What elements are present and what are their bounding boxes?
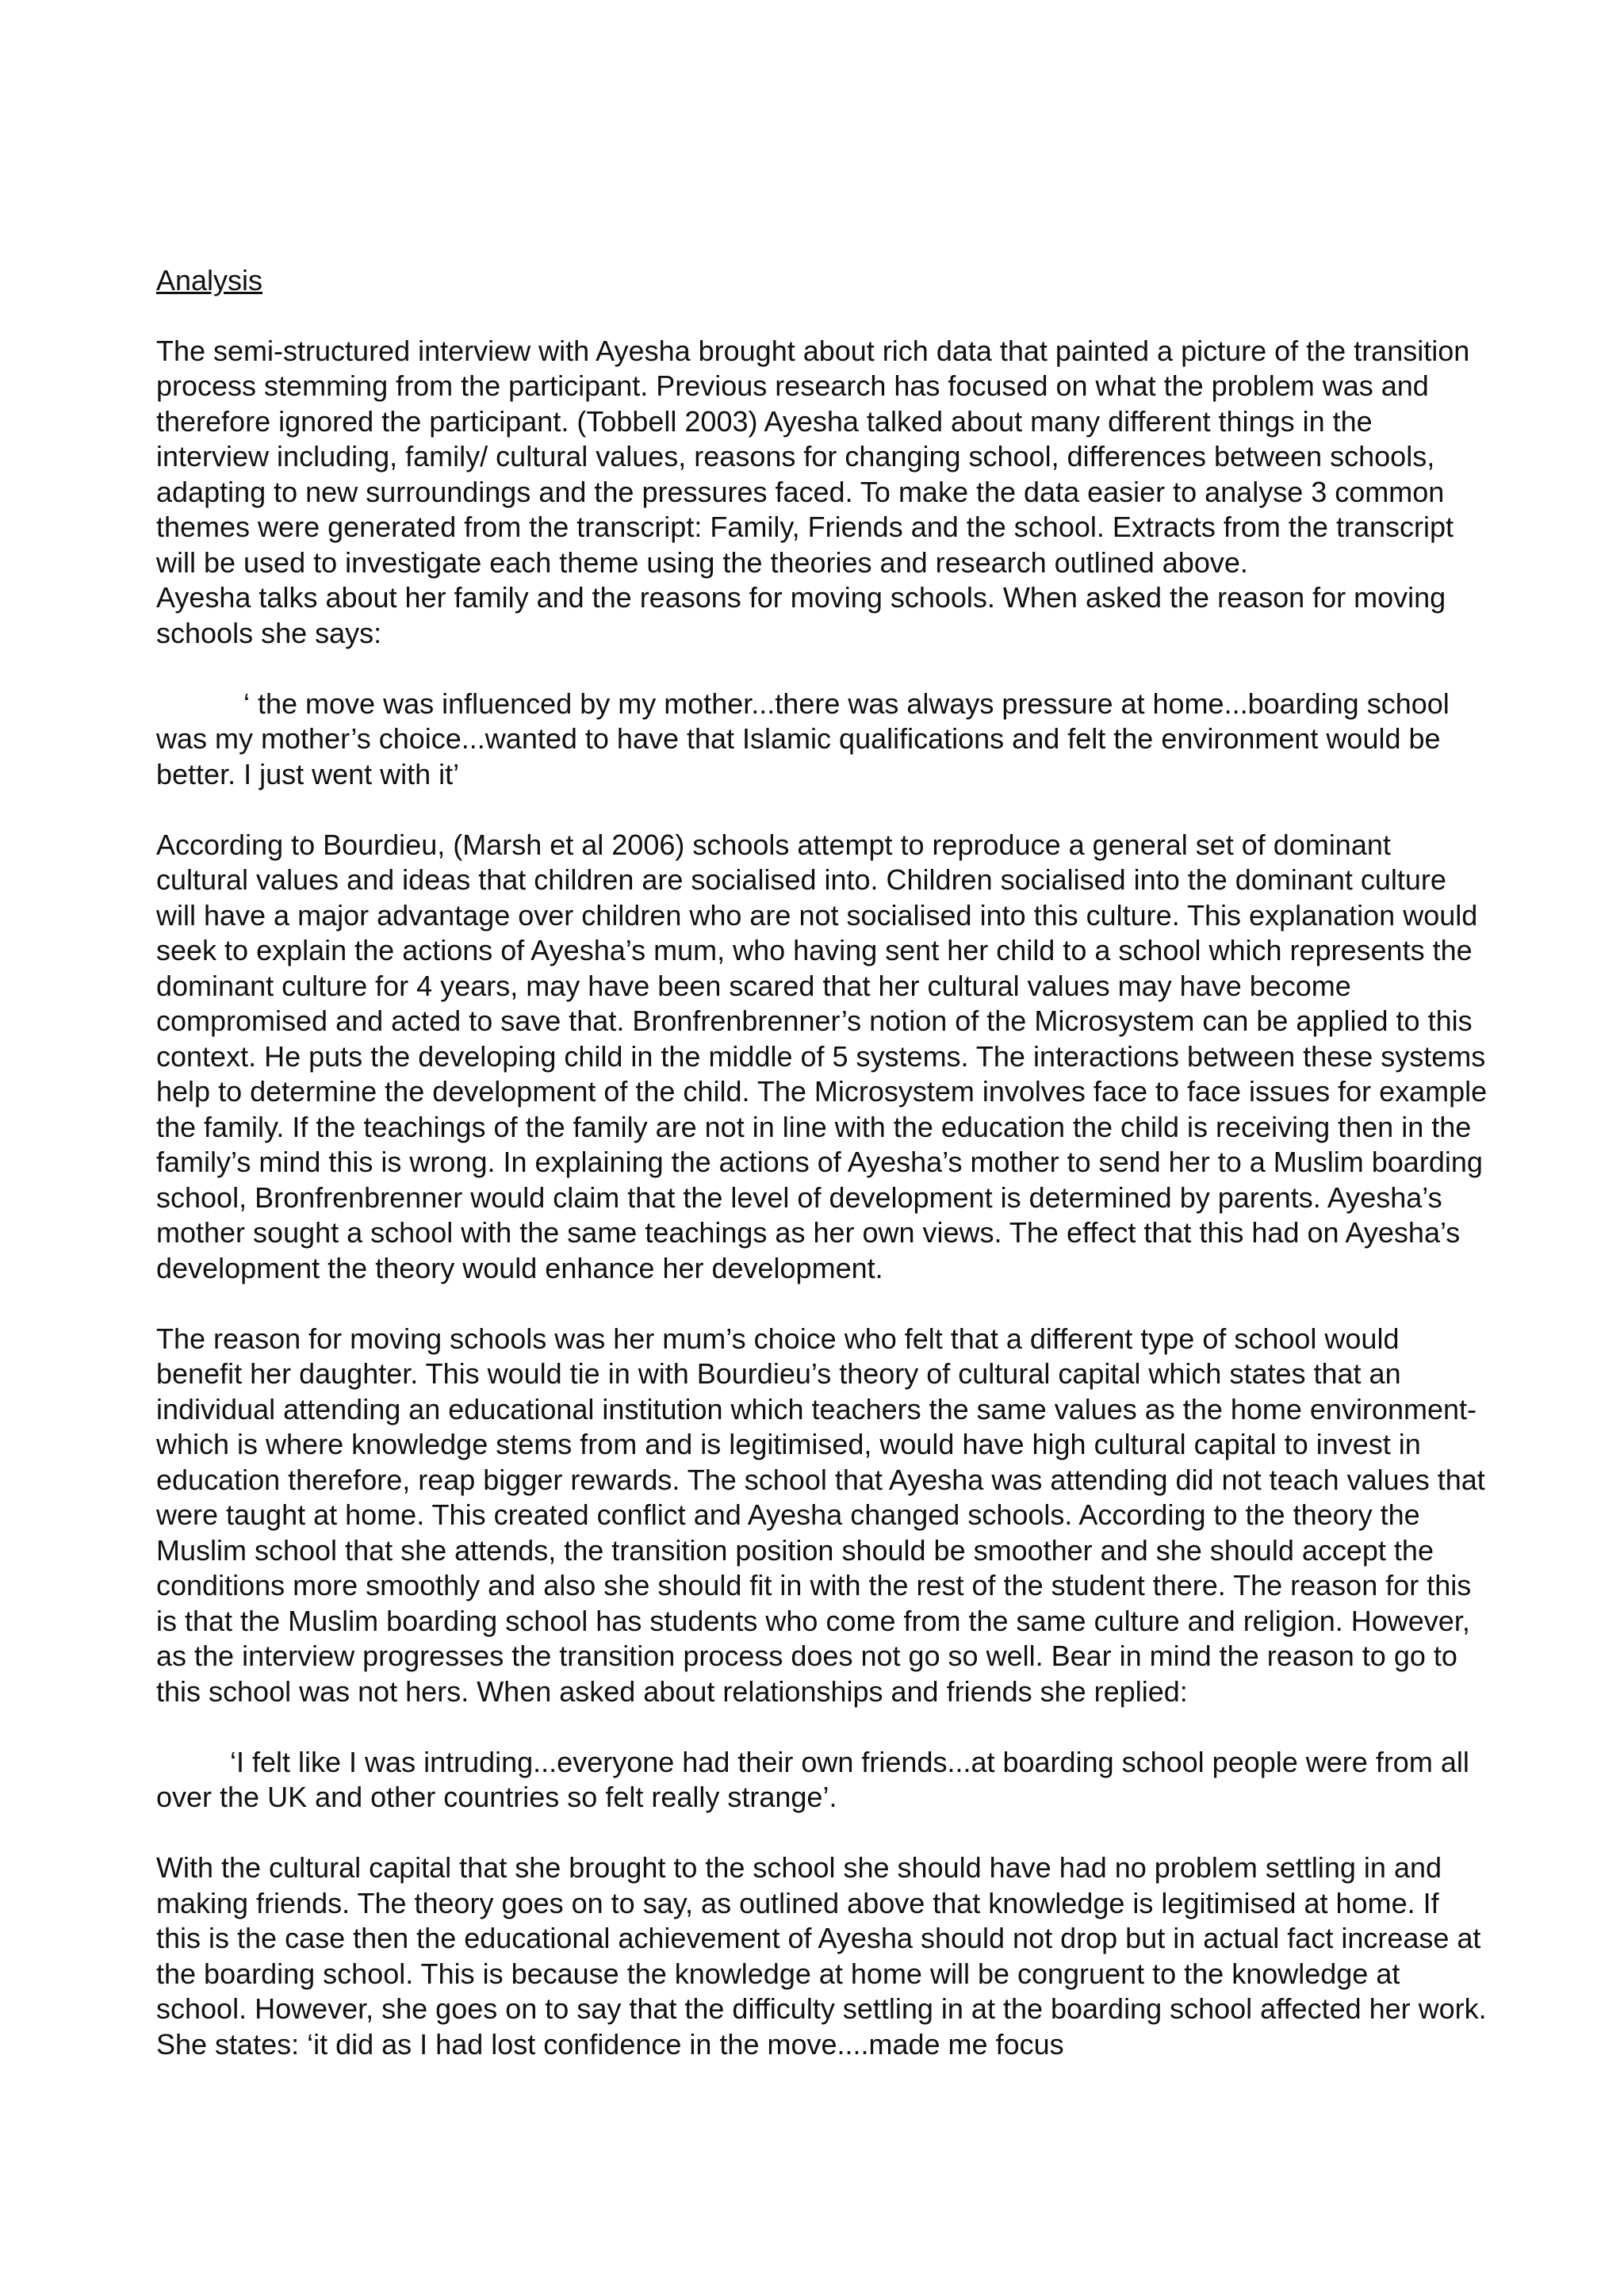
quote-friends-text: ‘I felt like I was intruding...everyone had their own friends...at boarding school people were from all over the UK and other countries so felt really strange’. <box>156 1745 1469 1813</box>
spacer <box>156 1816 1488 1851</box>
document-page <box>156 263 1488 2062</box>
spacer <box>156 1286 1488 1322</box>
paragraph-cultural-capital: The reason for moving schools was her mum’s choice who felt that a different type of school would benefit her daughter. This would tie in with Bourdieu’s theory of cultural capital which states that an individual attending an educational institution which teachers the same values as the home environment- which is where knowledge stems from and is legitimised, would have high cultural capital to invest in education therefore, reap bigger rewards. The school that Ayesha was attending did not teach values that were taught at home. This created conflict and Ayesha changed schools. According to the theory the Muslim school that she attends, the transition position should be smoother and she should accept the conditions more smoothly and also she should fit in with the rest of the student there. The reason for this is that the Muslim boarding school has students who come from the same culture and religion. However, as the interview progresses the transition process does not go so well. Bear in mind the reason to go to this school was not hers. When asked about relationships and friends she replied: <box>156 1322 1485 1708</box>
paragraph-settling-in: With the cultural capital that she brought to the school she should have had no problem settling in and making friends. The theory goes on to say, as outlined above that knowledge is legitimised at home. If this is the case then the educational achievement of Ayesha should not drop but in actual fact increase at the boarding school. This is because the knowledge at home will be congruent to the knowledge at school. However, she goes on to say that the difficulty settling in at the boarding school affected her work. She states: ‘it did as I had lost confidence in the move....made me focus <box>156 1851 1487 2061</box>
paragraph-family: Ayesha talks about her family and the reasons for moving schools. When asked the reason for moving schools she says: <box>156 581 1446 649</box>
section-heading: Analysis <box>156 264 263 297</box>
quote-mother <box>156 687 1488 793</box>
spacer <box>156 792 1488 828</box>
paragraph-bourdieu: According to Bourdieu, (Marsh et al 2006) schools attempt to reproduce a general set of dominant cultural values and ideas that children are socialised into. Children socialised into the dominant culture will have a major advantage over children who are not socialised into this culture. This explanation would seek to explain the actions of Ayesha’s mum, who having sent her child to a school which represents the dominant culture for 4 years, may have been scared that her cultural values may have become compromised and acted to save that. Bronfrenbrenner’s notion of the Microsystem can be applied to this context. He puts the developing child in the middle of 5 systems. The interactions between these systems help to determine the development of the child. The Microsystem involves face to face issues for example the family. If the teachings of the family are not in line with the education the child is receiving then in the family’s mind this is wrong. In explaining the actions of Ayesha’s mother to send her to a Muslim boarding school, Bronfrenbrenner would claim that the level of development is determined by parents. Ayesha’s mother sought a school with the same teachings as her own views. The effect that this had on Ayesha’s development the theory would enhance her development. <box>156 828 1488 1284</box>
spacer <box>156 651 1488 687</box>
paragraph-intro: The semi-structured interview with Ayesha brought about rich data that painted a picture of the transition process stemming from the participant. Previous research has focused on what the problem was and therefore ignored the participant. (Tobbell 2003) Ayesha talked about many different things in the interview including, family/ cultural values, reasons for changing school, differences between schools, adapting to new surroundings and the pressures faced. To make the data easier to analyse 3 common themes were generated from the transcript: Family, Friends and the school. Extracts from the transcript will be used to investigate each theme using the theories and research outlined above. <box>156 334 1470 579</box>
quote-friends <box>156 1745 1488 1816</box>
quote-mother-text: ‘ the move was influenced by my mother...there was always pressure at home...boarding school was my mother’s choice...wanted to have that Islamic qualifications and felt the environment would be better. I just went with it’ <box>156 687 1450 790</box>
spacer <box>156 1709 1488 1745</box>
